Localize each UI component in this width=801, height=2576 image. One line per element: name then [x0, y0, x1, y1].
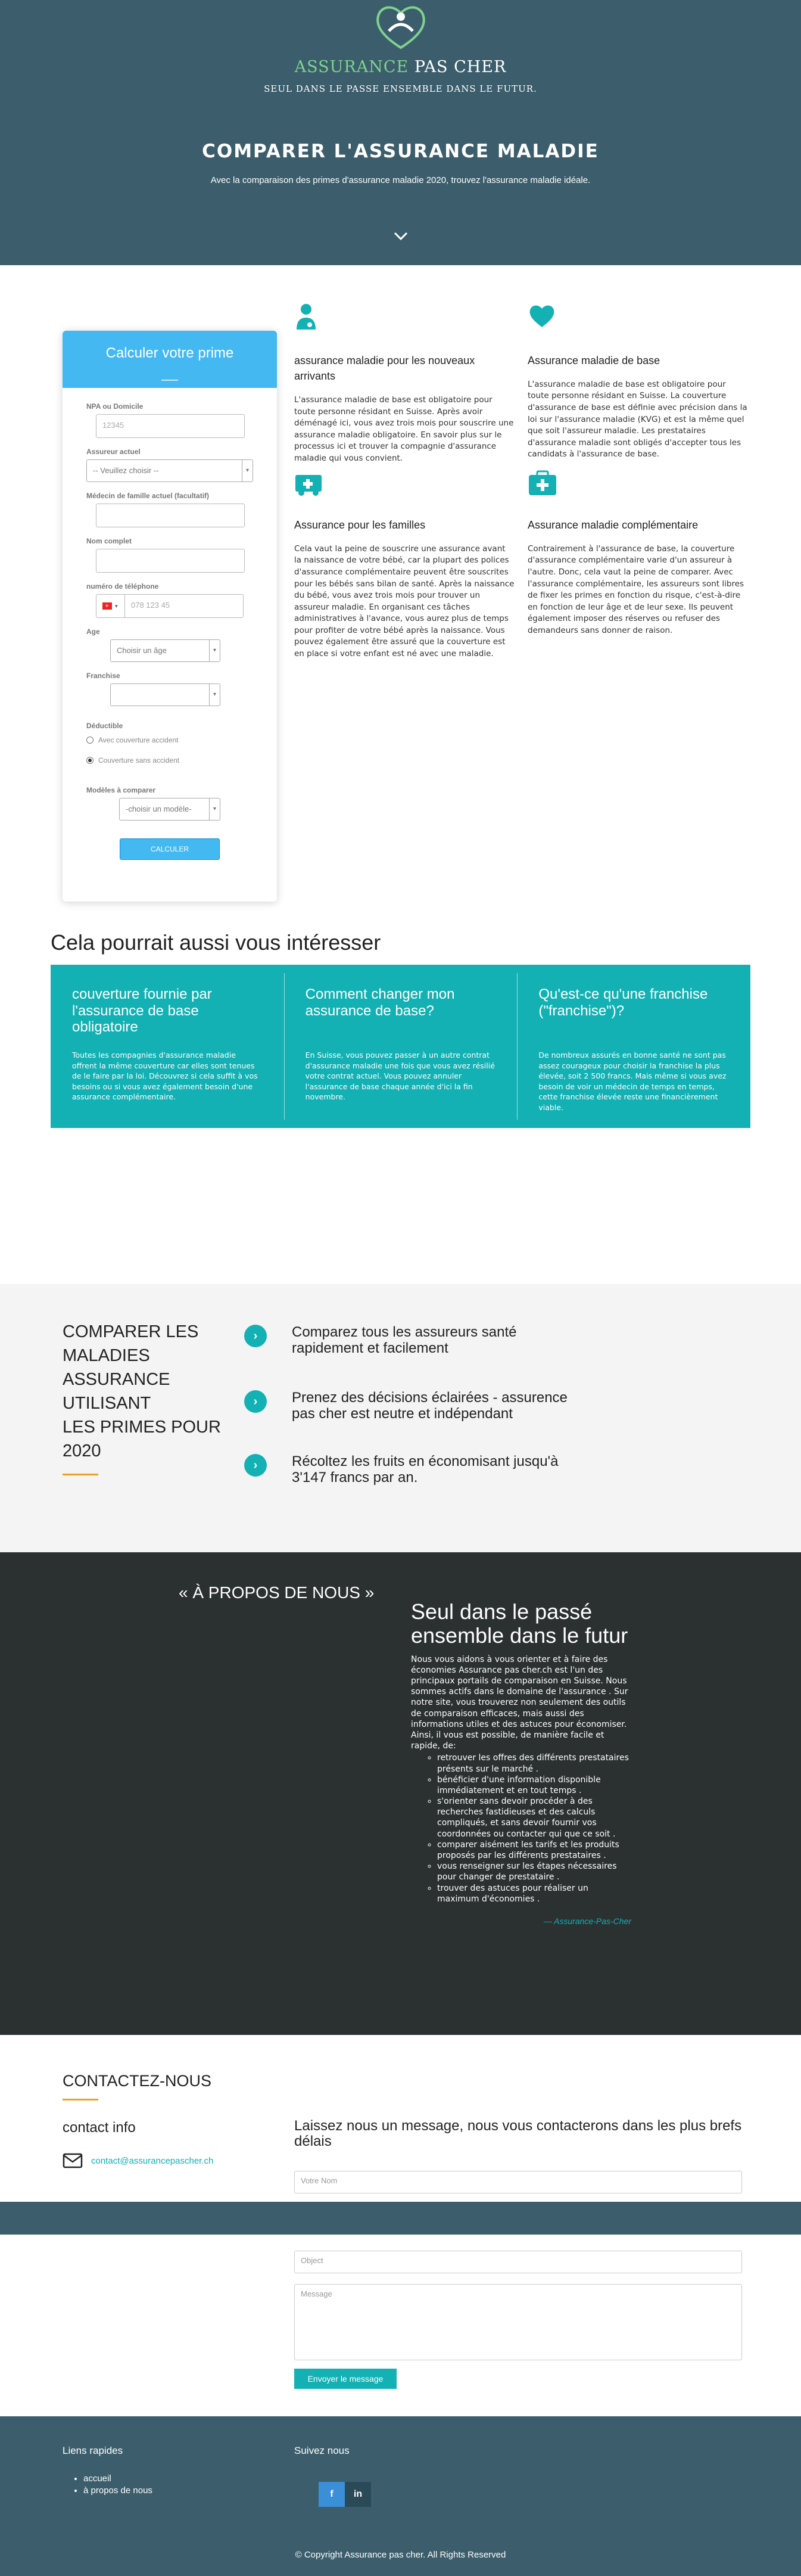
medkit-icon	[528, 469, 557, 499]
age-select[interactable]	[110, 639, 220, 662]
about-list	[437, 1752, 631, 1904]
models-label: Modèles à comparer	[86, 786, 156, 794]
card-title: couverture fournie par l'assurance de base obligatoire	[72, 986, 212, 1036]
card-text: Toutes les compagnies d'assurance maladie offrent la même couverture car elles sont tenues de le faire par la loi. Découvrez si cela suffit à vos besoins ou si vous avez également besoin d'une assurance complémentaire.	[72, 1051, 258, 1101]
interest-card[interactable]	[517, 965, 750, 1128]
chevron-right-icon: ›	[244, 1454, 267, 1477]
deductible-label: Déductible	[86, 722, 123, 730]
doctor-icon	[294, 302, 318, 332]
models-select-value: -choisir un modèle-	[126, 804, 192, 813]
feature-complementary	[528, 469, 748, 636]
list-item: ◦ bénéficier d'une information disponible immédiatement et en tout temps .	[437, 1775, 631, 1796]
step-text: Prenez des décisions éclairées - assurence pas cher est neutre et indépendant	[292, 1390, 568, 1422]
radio-label: Couverture sans accident	[98, 756, 180, 765]
social-links	[319, 2482, 371, 2507]
heading-line: COMPARER LES	[63, 1322, 199, 1341]
npa-label: NPA ou Domicile	[86, 402, 144, 411]
quick-links-title: Liens rapides	[63, 2445, 123, 2456]
footer	[0, 2416, 801, 2576]
chevron-down-icon[interactable]	[393, 231, 409, 241]
compare-section	[0, 1284, 801, 1552]
interest-card[interactable]	[51, 965, 284, 1128]
list-item: ◦ comparer aisément les tarifs et les produits proposés par les différents prestataires .	[437, 1839, 631, 1861]
chevron-down-icon: ▾	[209, 640, 220, 661]
accent-bar	[63, 1474, 98, 1475]
footer-link-home[interactable]: • accueil	[83, 2473, 152, 2485]
list-item: ◦ s'orienter sans devoir procéder à des recherches fastidieuses et des calculs compliqués, et sans devoir fournir vos coordonnées ou contacter qui que ce soit .	[437, 1796, 631, 1839]
insurer-select-value: -- Veuillez choisir --	[93, 466, 159, 475]
brand-part-1: ASSURANCE	[294, 58, 414, 76]
radio-circle	[86, 737, 93, 744]
heading-line: MALADIES	[63, 1346, 150, 1365]
feature-text: Cela vaut la peine de souscrire une assurance avant la naissance de votre bébé, car la plupart des polices d'assurance complémentaire peuvent être souscrites pour les bébés sans bilan de santé. Après la naissance du bébé, vous avez trois mois pour trouver un assureur maladie. En organisant ces tâches administratives à l'avance, vous aurez plus de temps pour profiter de votre bébé après la naissance. Vous pouvez également être assuré que la couverture est en place si votre enfant est né avec une maladie.	[294, 543, 515, 658]
hero-subtitle: Avec la comparaison des primes d'assurance maladie 2020, trouvez l'assurance maladie idéale.	[210, 175, 591, 185]
envelope-icon	[63, 2153, 83, 2168]
card-title: Qu'est-ce qu'une franchise ("franchise")?	[538, 986, 708, 1019]
feature-text: L'assurance maladie de base est obligatoire pour toute personne résidant en Suisse. La couverture d'assurance de base est définie avec précision dans la loi sur l'assurance maladie (KVG) et est la même quel que soit l'assureur maladie. Les prestataires d'assurance maladie sont obligés d'accepter tous les candidats à l'assurance de base.	[528, 379, 747, 459]
insurer-select[interactable]	[86, 459, 253, 482]
interest-section	[0, 927, 801, 1284]
heading-line: ASSURANCE	[63, 1370, 170, 1389]
feature-text: Contrairement à l'assurance de base, la couverture d'assurance complémentaire varie d'un assureur à l'autre. Donc, cela vaut la peine de comparer. Avec l'assurance complémentaire, les assureurs sont libres de fixer les primes en fonction du risque, c'est-à-dire en fonction de leur âge et de leur sexe. Ils peuvent également imposer des réserves ou refuser des demandeurs sans donner de raison.	[528, 543, 744, 635]
heading-line: UTILISANT	[63, 1394, 151, 1413]
age-label: Age	[86, 627, 100, 636]
age-select-value: Choisir un âge	[117, 646, 167, 655]
logo[interactable]	[0, 0, 801, 76]
name-field[interactable]: Votre Nom	[294, 2171, 742, 2193]
about-title: Seul dans le passé ensemble dans le futur	[411, 1599, 628, 1648]
chevron-down-icon: ▾	[209, 684, 220, 706]
contact-title-text: CONTACTEZ-NOUS	[63, 2072, 211, 2090]
contact-section	[0, 2035, 801, 2416]
radio-circle-selected	[86, 757, 93, 764]
interest-title: Cela pourrait aussi vous intéresser	[51, 930, 381, 955]
step-text: Récoltez les fruits en économisant jusqu'à 3'147 francs par an.	[292, 1453, 559, 1486]
chevron-right-icon: ›	[244, 1325, 267, 1347]
feature-families	[294, 469, 515, 660]
brand-name	[0, 58, 801, 76]
feature-title: Assurance maladie de base	[528, 354, 660, 366]
brand-part-2: PAS CHER	[414, 58, 507, 76]
feature-text: L'assurance maladie de base est obligatoire pour toute personne résidant en Suisse. Après avoir déménagé ici, vous avez trois mois pour souscrire une assurance maladie obligatoire. En savoir plus sur le processus ici et trouver la compagnie d'assurance maladie qui vous convient.	[294, 394, 514, 463]
compare-heading	[63, 1320, 247, 1475]
contact-info-title: contact info	[63, 2120, 136, 2136]
list-item: ◦ retrouver les offres des différents prestataires présents sur le marché .	[437, 1752, 631, 1774]
tagline: SEUL DANS LE PASSE ENSEMBLE DANS LE FUTUR.	[264, 83, 537, 94]
about-text: Nous vous aidons à vous orienter et à faire des économies Assurance pas cher.ch est l'un des principaux portails de comparaison en Suisse. Nous sommes actifs dans le domaine de l'assurance . Sur notre site, vous trouverez non seulement des outils de comparaison efficaces, mais aussi des informations utiles et des astuces pour économiser. Ainsi, il vous est possible, de manière facile et rapide, de:	[411, 1654, 628, 1751]
chevron-right-icon: ›	[244, 1390, 267, 1413]
about-signature: — Assurance-Pas-Cher	[543, 1916, 631, 1926]
country-selector[interactable]	[96, 594, 124, 618]
footer-link-about[interactable]: • à propos de nous	[83, 2485, 152, 2497]
list-item: ◦ vous renseigner sur les étapes nécessaires pour changer de prestataire .	[437, 1861, 631, 1882]
contact-email[interactable]	[63, 2153, 213, 2168]
calculate-button[interactable]: CALCULER	[120, 838, 220, 860]
feature-title: Assurance maladie complémentaire	[528, 518, 699, 531]
interest-cards	[51, 965, 750, 1128]
accent-bar	[63, 2099, 98, 2100]
email-link[interactable]: contact@assurancepascher.ch	[91, 2155, 214, 2166]
calculator-header	[63, 331, 277, 388]
heart-icon	[528, 302, 556, 332]
feature-basic	[528, 302, 748, 461]
about-content	[411, 1600, 631, 1926]
quick-links	[83, 2473, 152, 2497]
step-text: Comparez tous les assureurs santé rapidement et facilement	[292, 1324, 517, 1356]
heart-logo-icon	[368, 0, 434, 54]
card-text: En Suisse, vous pouvez passer à un autre contrat d'assurance maladie une fois que vous avez résilié votre contrat actuel. Vous pouvez annuler l'assurance de base chaque année d'ici la fin novembre.	[305, 1051, 495, 1101]
follow-title: Suivez nous	[294, 2445, 350, 2456]
calculator-card	[63, 331, 277, 902]
heading-line: LES PRIMES POUR	[63, 1418, 221, 1437]
divider	[161, 380, 178, 381]
compare-step	[244, 1325, 590, 1357]
message-field[interactable]: Message	[294, 2284, 742, 2360]
name-input[interactable]	[96, 549, 245, 573]
feature-title: assurance maladie pour les nouveaux arrivants	[294, 354, 475, 382]
message-title: Laissez nous un message, nous vous contacterons dans les plus brefs délais	[294, 2118, 742, 2150]
franchise-select[interactable]	[110, 683, 220, 706]
compare-step	[244, 1454, 590, 1486]
feature-title: Assurance pour les familles	[294, 518, 426, 531]
radio-label: Avec couverture accident	[98, 736, 179, 744]
phone-label: numéro de téléphone	[86, 582, 159, 591]
name-label: Nom complet	[86, 537, 132, 545]
card-text: De nombreux assurés en bonne santé ne sont pas assez courageux pour choisir la franchise la plus élevée, soit 2 500 francs. Mais même si vous avez besoin de voir un médecin de temps en temps, cette franchise élevée reste une financièrement viable.	[538, 1051, 727, 1112]
card-title: Comment changer mon assurance de base?	[305, 986, 455, 1019]
about-label: « À PROPOS DE NOUS »	[179, 1583, 375, 1602]
doctor-label: Médecin de famille actuel (facultatif)	[86, 492, 210, 500]
feature-newcomers	[294, 302, 515, 464]
contact-band	[0, 2202, 801, 2235]
calculator-form	[63, 388, 277, 865]
radio-with-accident[interactable]	[86, 736, 253, 744]
contact-title	[63, 2072, 211, 2100]
doctor-input[interactable]	[96, 504, 245, 527]
hero-title: COMPARER L'ASSURANCE MALADIE	[202, 141, 599, 162]
caret-down-icon: ▼	[114, 603, 119, 609]
linkedin-icon[interactable]: in	[345, 2482, 371, 2507]
heading-line: 2020	[63, 1441, 101, 1461]
swiss-flag-icon: +	[102, 602, 112, 610]
ambulance-icon	[294, 469, 324, 499]
interest-card[interactable]	[284, 965, 518, 1128]
compare-step	[244, 1390, 590, 1422]
npa-input[interactable]: 12345	[96, 414, 245, 438]
send-message-button[interactable]: Envoyer le message	[294, 2369, 397, 2389]
list-item: ◦ trouver des astuces pour réaliser un maximum d'économies .	[437, 1883, 631, 1904]
hero-section	[0, 0, 801, 265]
prime-section	[0, 265, 801, 927]
about-section	[0, 1552, 801, 2035]
models-select[interactable]	[119, 798, 220, 821]
franchise-label: Franchise	[86, 672, 120, 680]
calculator-title: Calculer votre prime	[105, 345, 234, 361]
chevron-down-icon: ▾	[209, 798, 220, 820]
subject-field[interactable]: Object	[294, 2251, 742, 2273]
facebook-icon[interactable]: f	[319, 2482, 345, 2507]
insurer-label: Assureur actuel	[86, 448, 141, 456]
phone-input[interactable]: 078 123 45	[124, 594, 244, 618]
phone-field	[96, 594, 253, 618]
radio-without-accident[interactable]	[86, 756, 253, 765]
chevron-down-icon: ▾	[242, 460, 253, 481]
copyright: © Copyright Assurance pas cher. All Rights Reserved	[295, 2550, 506, 2560]
